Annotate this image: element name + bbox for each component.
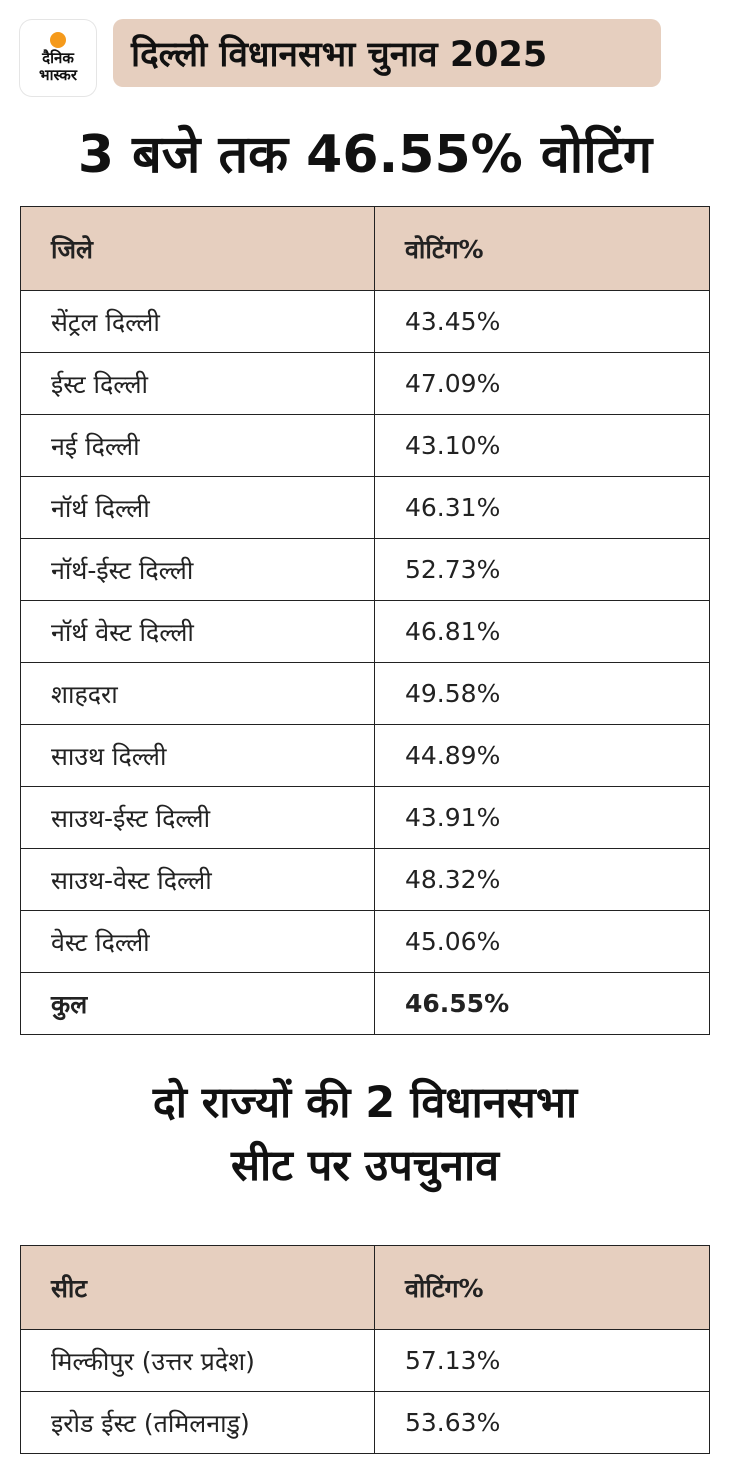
bypoll-heading-line2: सीट पर उपचुनाव	[230, 1141, 500, 1191]
district-voting-table	[20, 206, 710, 1035]
table-row	[21, 787, 710, 849]
voting-percent: 49.58%	[375, 663, 710, 725]
table-row	[21, 663, 710, 725]
district-name: नॉर्थ वेस्ट दिल्ली	[21, 601, 375, 663]
table-row	[21, 849, 710, 911]
table-row	[21, 1330, 710, 1392]
voting-percent: 47.09%	[375, 353, 710, 415]
district-name: वेस्ट दिल्ली	[21, 911, 375, 973]
column-header-seat: सीट	[21, 1246, 375, 1330]
district-name: साउथ-वेस्ट दिल्ली	[21, 849, 375, 911]
logo-text-line2: भास्कर	[39, 66, 77, 84]
table-row	[21, 291, 710, 353]
district-name: नॉर्थ-ईस्ट दिल्ली	[21, 539, 375, 601]
table-row	[21, 415, 710, 477]
headline: 3 बजे तक 46.55% वोटिंग	[77, 125, 653, 185]
voting-percent: 43.10%	[375, 415, 710, 477]
voting-percent: 45.06%	[375, 911, 710, 973]
district-name: साउथ दिल्ली	[21, 725, 375, 787]
column-header-district: जिले	[21, 207, 375, 291]
title-banner: दिल्ली विधानसभा चुनाव 2025	[113, 19, 661, 87]
table-row	[21, 911, 710, 973]
voting-percent: 43.91%	[375, 787, 710, 849]
district-name: शाहदरा	[21, 663, 375, 725]
table-row	[21, 477, 710, 539]
total-label: कुल	[21, 973, 375, 1035]
sun-icon	[50, 32, 66, 48]
seat-name: इरोड ईस्ट (तमिलनाडु)	[21, 1392, 375, 1454]
bypoll-voting-table	[20, 1245, 710, 1454]
bypoll-heading	[0, 1072, 730, 1198]
voting-percent: 43.45%	[375, 291, 710, 353]
voting-percent: 46.31%	[375, 477, 710, 539]
column-header-voting: वोटिंग%	[375, 1246, 710, 1330]
logo-text-line1: दैनिक	[42, 49, 74, 67]
dainik-bhaskar-logo	[20, 20, 96, 96]
total-voting-percent: 46.55%	[375, 973, 710, 1035]
district-name: नॉर्थ दिल्ली	[21, 477, 375, 539]
bypoll-heading-line1: दो राज्यों की 2 विधानसभा	[152, 1078, 578, 1128]
voting-percent: 52.73%	[375, 539, 710, 601]
table-header-row	[21, 1246, 710, 1330]
table-row	[21, 539, 710, 601]
district-name: ईस्ट दिल्ली	[21, 353, 375, 415]
district-name: साउथ-ईस्ट दिल्ली	[21, 787, 375, 849]
voting-percent: 53.63%	[375, 1392, 710, 1454]
table-row	[21, 353, 710, 415]
district-name: सेंट्रल दिल्ली	[21, 291, 375, 353]
total-row	[21, 973, 710, 1035]
voting-percent: 48.32%	[375, 849, 710, 911]
table-row	[21, 1392, 710, 1454]
voting-percent: 57.13%	[375, 1330, 710, 1392]
table-row	[21, 725, 710, 787]
voting-percent: 44.89%	[375, 725, 710, 787]
column-header-voting: वोटिंग%	[375, 207, 710, 291]
table-row	[21, 601, 710, 663]
seat-name: मिल्कीपुर (उत्तर प्रदेश)	[21, 1330, 375, 1392]
district-name: नई दिल्ली	[21, 415, 375, 477]
table-header-row	[21, 207, 710, 291]
voting-percent: 46.81%	[375, 601, 710, 663]
